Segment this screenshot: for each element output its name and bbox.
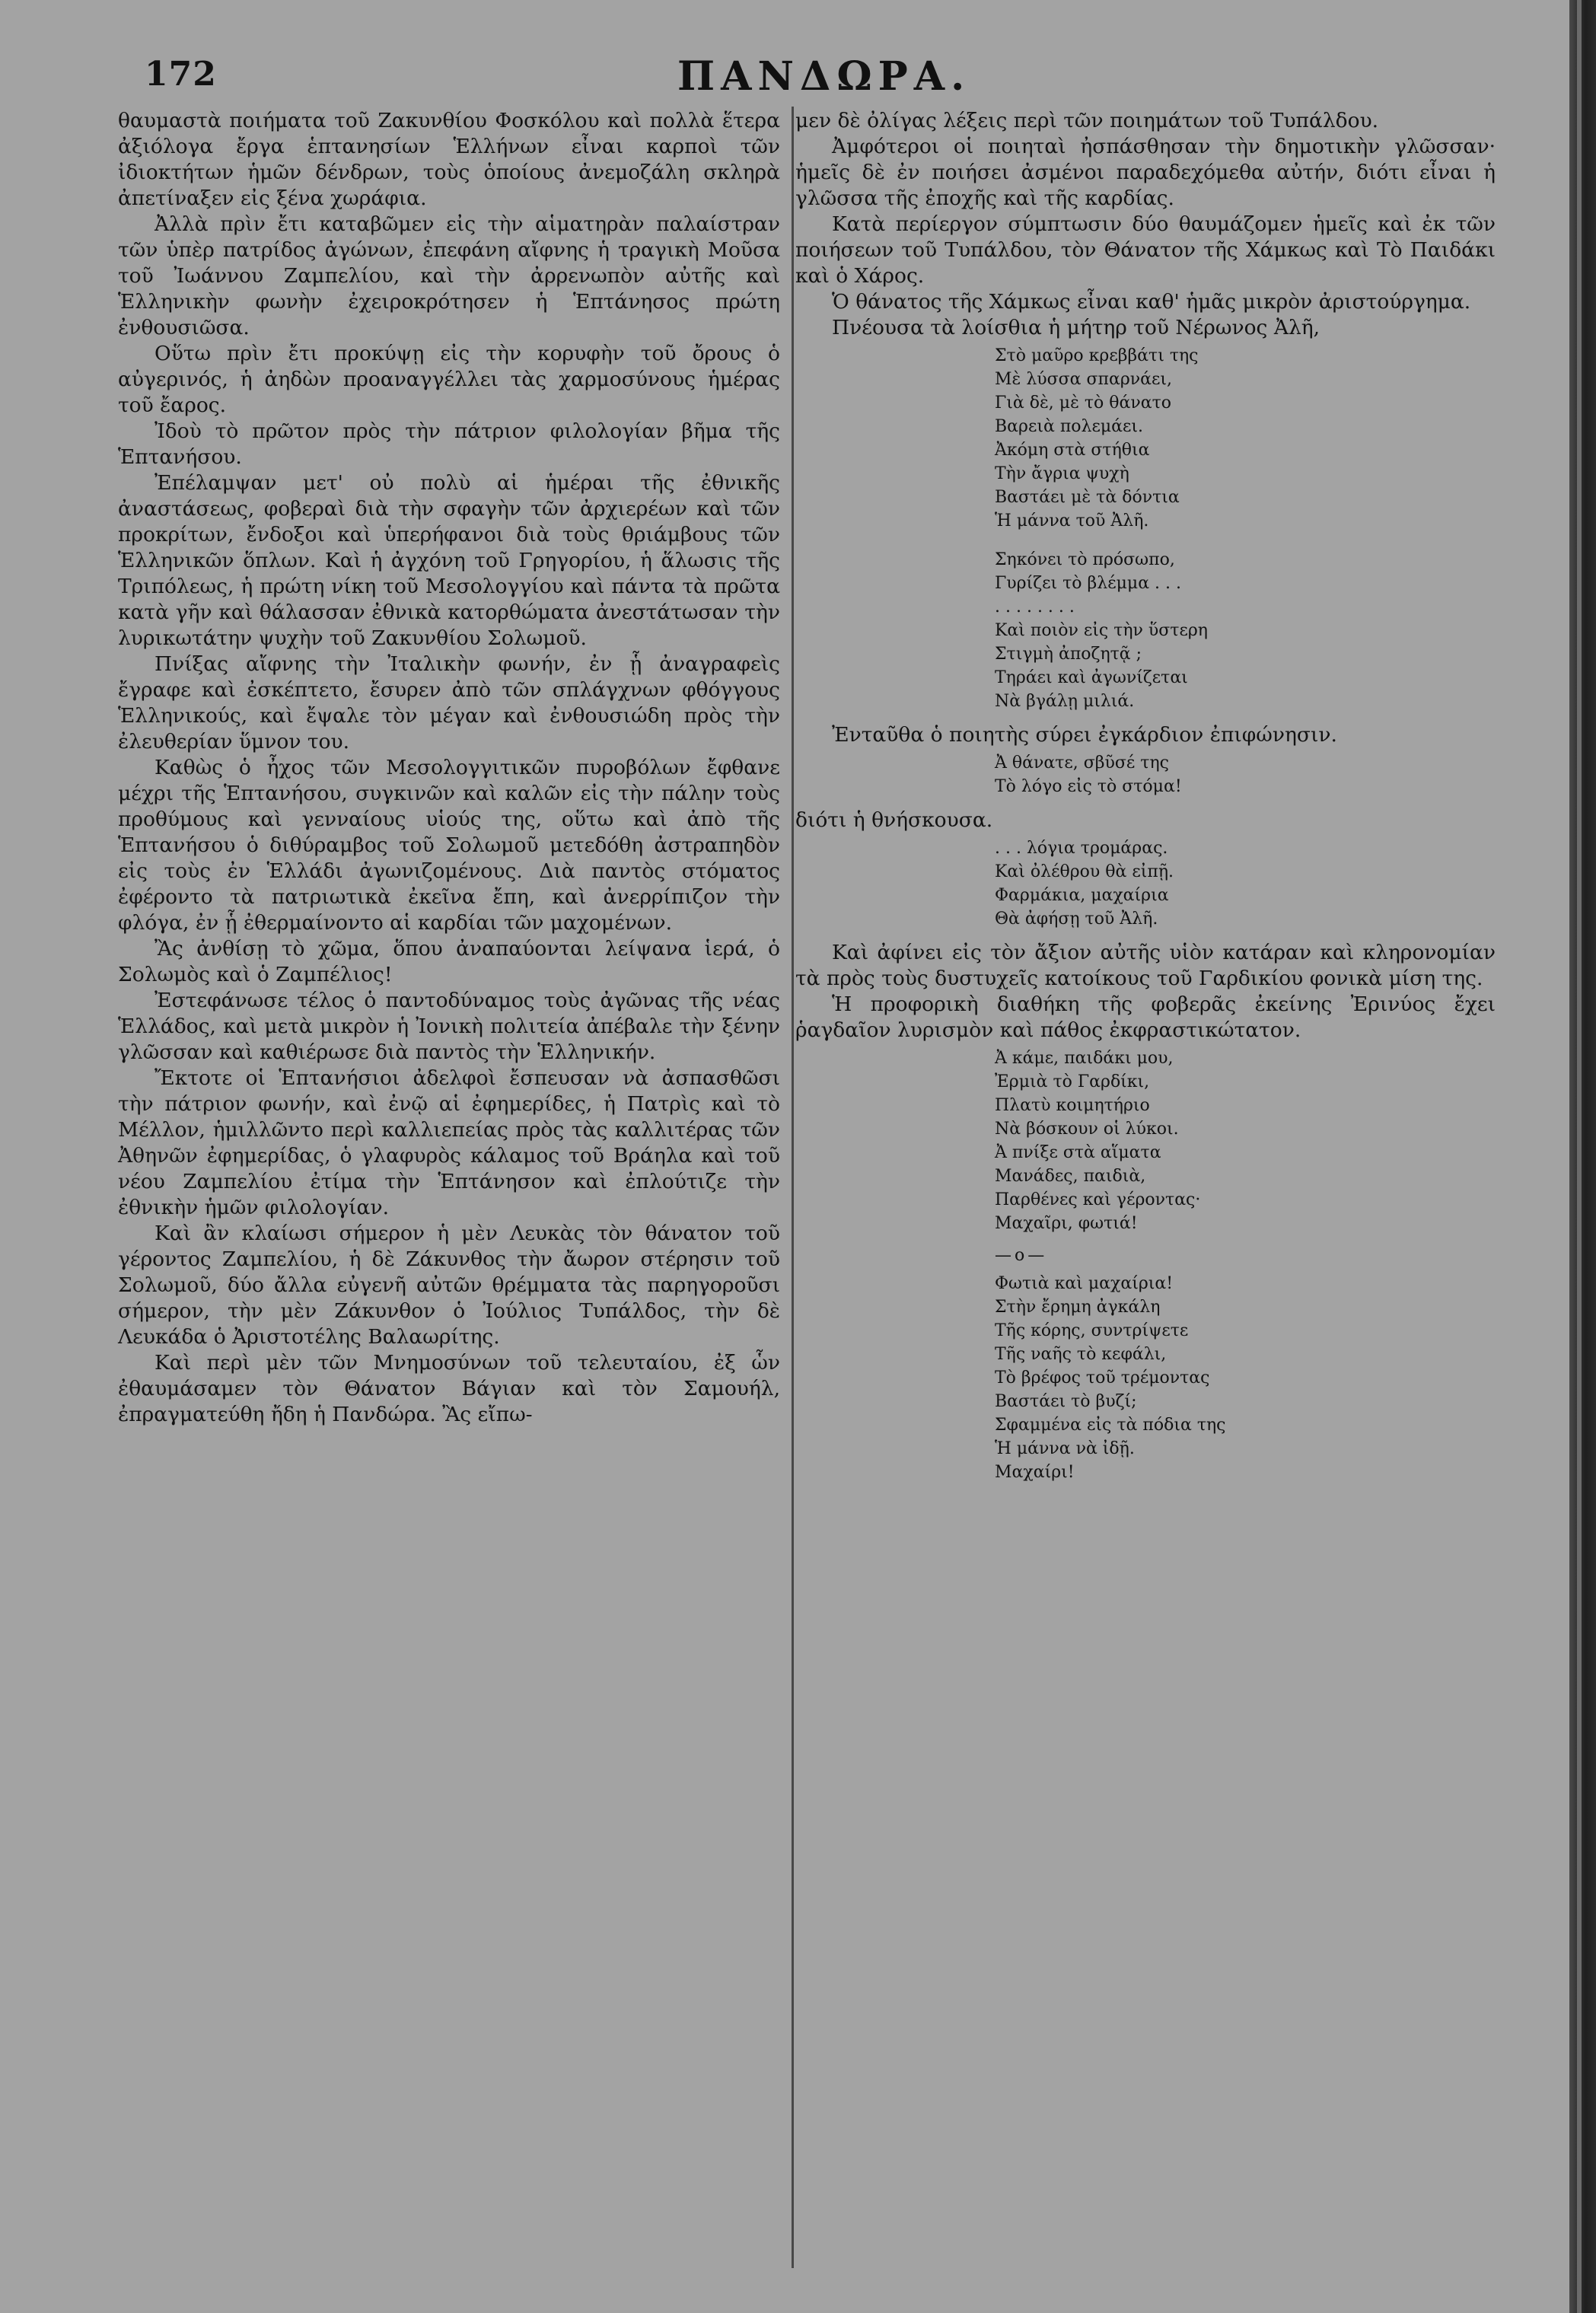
- verse-line: Γυρίζει τὸ βλέμμα . . .: [995, 574, 1182, 593]
- verse-line: Ἀ πνίξε στὰ αἵματα: [995, 1143, 1161, 1162]
- verse-line: Τηράει καὶ ἀγωνίζεται: [995, 668, 1188, 687]
- section-separator: —o—: [995, 1246, 1048, 1265]
- right-paragraph-5: Πνέουσα τὰ λοίσθια ἡ μήτηρ τοῦ Νέρωνος Ἀλῆ,: [832, 316, 1320, 339]
- verse-line: Τῆς κόρης, συντρίψετε: [995, 1321, 1189, 1340]
- left-column: [118, 108, 780, 1428]
- right-paragraph-6: Ἐνταῦθα ὁ ποιητὴς σύρει ἐγκάρδιον ἐπιφώνησιν.: [832, 723, 1337, 747]
- verse-block-2: [995, 751, 1496, 798]
- verse-line: Καὶ ποιὸν εἰς τὴν ὕστερη: [995, 621, 1208, 640]
- right-column: [795, 108, 1496, 1493]
- verse-line: Βαρειὰ πολεμάει.: [995, 417, 1144, 436]
- left-paragraph-5: Ἐπέλαμψαν μετ' οὐ πολὺ αἱ ἡμέραι τῆς ἐθνικῆς ἀναστάσεως, φοβεραὶ διὰ τὴν σφαγὴν τῶν ἀρχιερέων καὶ τῶν προκρίτων, ἔνδοξοι καὶ ὑπερήφανοι διὰ τοὺς θριάμβους τῶν Ἑλληνικῶν ὅπλων. Καὶ ἡ ἀγχόνη τοῦ Γρηγορίου, ἡ ἅλωσις τῆς Τριπόλεως, ἡ πρώτη νίκη τοῦ Μεσολογγίου καὶ πάντα τὰ πρῶτα κατὰ γῆν καὶ θάλασσαν ἐθνικὰ κατορθώματα ἀνεστάτωσαν τὴν λυρικωτάτην ψυχὴν τοῦ Ζακυνθίου Σολωμοῦ.: [118, 471, 780, 650]
- left-paragraph-2: Ἀλλὰ πρὶν ἔτι καταβῶμεν εἰς τὴν αἱματηρὰν παλαίστραν τῶν ὑπὲρ πατρίδος ἀγώνων, ἐπεφάνη αἴφνης ἡ τραγικὴ Μοῦσα τοῦ Ἰωάννου Ζαμπελίου, καὶ τὴν ἀρρενωπὸν αὐτῆς καὶ Ἑλληνικὴν φωνὴν ἐχειροκρότησεν ἡ Ἑπτάνησος πρώτη ἐνθουσιῶσα.: [118, 212, 780, 339]
- right-paragraph-2: Ἀμφότεροι οἱ ποιηταὶ ἠσπάσθησαν τὴν δημοτικὴν γλῶσσαν· ἡμεῖς δὲ ἐν ποιήσει ἀσμένοι παραδεχόμεθα αὐτήν, διότι εἶναι ἡ γλῶσσα τῆς ἐποχῆς καὶ τῆς καρδίας.: [795, 135, 1496, 210]
- verse-line: Σηκόνει τὸ πρόσωπο,: [995, 550, 1175, 569]
- verse-line: . . . λόγια τρομάρας.: [995, 839, 1168, 858]
- verse-line: Φαρμάκια, μαχαίρια: [995, 886, 1169, 905]
- ellipsis-line: . . . . . . . .: [995, 597, 1075, 616]
- verse-line: Τὴν ἄγρια ψυχὴ: [995, 464, 1129, 483]
- verse-line: Βαστάει μὲ τὰ δόντια: [995, 488, 1180, 507]
- right-paragraph-1: μεν δὲ ὀλίγας λέξεις περὶ τῶν ποιημάτων τοῦ Τυπάλδου.: [795, 109, 1379, 132]
- right-paragraph-3: Κατὰ περίεργον σύμπτωσιν δύο θαυμάζομεν ἡμεῖς καὶ ἐκ τῶν ποιήσεων τοῦ Τυπάλδου, τὸν Θάνατον τῆς Χάμκως καὶ Τὸ Παιδάκι καὶ ὁ Χάρος.: [795, 212, 1496, 288]
- verse-line: Νὰ βγάλῃ μιλιά.: [995, 692, 1135, 711]
- left-paragraph-9: Ἐστεφάνωσε τέλος ὁ παντοδύναμος τοὺς ἀγῶνας τῆς νέας Ἑλλάδος, καὶ μετὰ μικρὸν ἡ Ἰονικὴ πολιτεία ἀπέβαλε τὴν ξένην γλῶσσαν καὶ καθιέρωσε διὰ παντὸς τὴν Ἑλληνικήν.: [118, 989, 780, 1064]
- left-paragraph-6: Πνίξας αἴφνης τὴν Ἰταλικὴν φωνήν, ἐν ᾗ ἀναγραφεὶς ἔγραφε καὶ ἐσκέπτετο, ἔσυρεν ἀπὸ τῶν σπλάγχνων φθόγγους Ἑλληνικούς, καὶ ἔψαλε τὸν μέγαν καὶ ἐνθουσιώδη πρὸς τὴν ἐλευθερίαν ὕμνον του.: [118, 652, 780, 753]
- verse-line: Γιὰ δὲ, μὲ τὸ θάνατο: [995, 393, 1172, 413]
- verse-line: Παρθένες καὶ γέροντας·: [995, 1190, 1201, 1209]
- verse-line: Τὸ βρέφος τοῦ τρέμοντας: [995, 1368, 1210, 1387]
- verse-line: Θὰ ἀφήσῃ τοῦ Ἀλῆ.: [995, 910, 1158, 929]
- verse-line: Ἐρμιὰ τὸ Γαρδίκι,: [995, 1072, 1150, 1091]
- verse-line: Ἡ μάννα νὰ ἰδῇ.: [995, 1439, 1135, 1458]
- binding-edge: [1569, 0, 1596, 2313]
- verse-line: Σφαμμένα εἰς τὰ πόδια της: [995, 1416, 1226, 1435]
- column-divider: [792, 107, 794, 2268]
- verse-block-5: [995, 1272, 1496, 1484]
- verse-line: Τὸ λόγο εἰς τὸ στόμα!: [995, 777, 1182, 796]
- verse-line: Μαχαῖρι, φωτιά!: [995, 1214, 1138, 1233]
- verse-line: Μὲ λύσσα σπαρνάει,: [995, 370, 1173, 389]
- verse-line: Στὴν ἔρημη ἀγκάλη: [995, 1298, 1161, 1317]
- verse-line: Πλατὺ κοιμητήριο: [995, 1096, 1150, 1115]
- verse-line: Στιγμὴ ἀποζητᾷ ;: [995, 645, 1142, 664]
- right-paragraph-7: διότι ἡ θνήσκουσα.: [795, 808, 993, 832]
- verse-line: Μαχαίρι!: [995, 1463, 1075, 1482]
- left-paragraph-1: θαυμαστὰ ποιήματα τοῦ Ζακυνθίου Φοσκόλου καὶ πολλὰ ἕτερα ἀξιόλογα ἔργα ἑπτανησίων Ἑλλήνων εἶναι καρποὶ τῶν ἰδιοκτήτων ἡμῶν δένδρων, τοὺς ὁποίους ἀνεμοζάλη σκληρὰ ἀπετίναξεν εἰς ξένα χωράφια.: [118, 109, 780, 210]
- left-paragraph-7: Καθὼς ὁ ἦχος τῶν Μεσολογγιτικῶν πυροβόλων ἔφθανε μέχρι τῆς Ἑπτανήσου, συγκινῶν καὶ καλῶν εἰς τὴν πάλην τοὺς προθύμους καὶ γενναίους υἱούς της, οὕτω καὶ ἀπὸ τῆς Ἑπτανήσου ὁ διθύραμβος τοῦ Σολωμοῦ μετεδόθη ἀστραπηδὸν εἰς τοὺς ἐν Ἑλλάδι ἀγωνιζομένους. Διὰ παντὸς στόματος ἐφέροντο τὰ πατριωτικὰ ἐκεῖνα ἔπη, καὶ ἀνερρίπιζον τὴν φλόγα, ἐν ᾗ ἐθερμαίνοντο αἱ καρδίαι τῶν μαχομένων.: [118, 756, 780, 935]
- verse-line: Καὶ ὀλέθρου θὰ εἰπῇ.: [995, 862, 1174, 881]
- verse-block-4: [995, 1047, 1496, 1235]
- page-number: 172: [145, 55, 217, 94]
- verse-block-1: [995, 344, 1496, 713]
- verse-line: Ἀκόμη στὰ στήθια: [995, 441, 1150, 460]
- verse-line: Φωτιὰ καὶ μαχαίρια!: [995, 1274, 1174, 1293]
- verse-line: Στὸ μαῦρο κρεββάτι της: [995, 346, 1199, 365]
- right-paragraph-9: Ἡ προφορικὴ διαθήκη τῆς φοβερᾶς ἐκείνης Ἐρινύος ἔχει ῥαγδαῖον λυρισμὸν καὶ πάθος ἐκφραστικώτατον.: [795, 992, 1496, 1042]
- verse-line: Ἡ μάννα τοῦ Ἀλῆ.: [995, 511, 1149, 530]
- left-paragraph-3: Οὕτω πρὶν ἔτι προκύψῃ εἰς τὴν κορυφὴν τοῦ ὄρους ὁ αὐγερινός, ἡ ἀηδὼν προαναγγέλλει τὰς χαρμοσύνους ἡμέρας τοῦ ἔαρος.: [118, 342, 780, 417]
- left-paragraph-11: Καὶ ἂν κλαίωσι σήμερον ἡ μὲν Λευκὰς τὸν θάνατον τοῦ γέροντος Ζαμπελίου, ἡ δὲ Ζάκυνθος τὴν ἄωρον στέρησιν τοῦ Σολωμοῦ, δύο ἄλλα εὐγενῆ αὐτῶν θρέμματα τὰς παρηγοροῦσι σήμερον, τὴν μὲν Ζάκυνθον ὁ Ἰούλιος Τυπάλδος, τὴν δὲ Λευκάδα ὁ Ἀριστοτέλης Βαλαωρίτης.: [118, 1222, 780, 1349]
- left-paragraph-10: Ἔκτοτε οἱ Ἑπτανήσιοι ἀδελφοὶ ἔσπευσαν νὰ ἀσπασθῶσι τὴν πάτριον φωνήν, καὶ ἐνῷ αἱ ἐφημερίδες, ἡ Πατρὶς καὶ τὸ Μέλλον, ἡμιλλῶντο περὶ καλλιεπείας πρὸς τὰς καλλιτέρας τῶν Ἀθηνῶν ἐφημερίδας, ὁ γλαφυρὸς κάλαμος τοῦ Βράηλα καὶ τοῦ νέου Ζαμπελίου ἐτίμα τὴν Ἑπτάνησον καὶ ἐπλούτιζε τὴν ἐθνικὴν ἡμῶν φιλολογίαν.: [118, 1066, 780, 1219]
- left-paragraph-12: Καὶ περὶ μὲν τῶν Μνημοσύνων τοῦ τελευταίου, ἐξ ὧν ἐθαυμάσαμεν τὸν Θάνατον Βάγιαν καὶ τὸν Σαμουήλ, ἐπραγματεύθη ἤδη ἡ Πανδώρα. Ἂς εἴπω-: [118, 1351, 780, 1426]
- verse-line: Μανάδες, παιδιὰ,: [995, 1167, 1146, 1186]
- verse-block-3: [995, 836, 1496, 931]
- running-title: ΠΑΝΔΩΡΑ.: [677, 53, 971, 100]
- verse-line: Ἀ κάμε, παιδάκι μου,: [995, 1049, 1174, 1068]
- verse-line: Ἀ θάνατε, σβῦσέ της: [995, 753, 1169, 773]
- verse-line: Βαστάει τὸ βυζί;: [995, 1392, 1137, 1411]
- verse-line: Νὰ βόσκουν οἱ λύκοι.: [995, 1120, 1179, 1139]
- left-paragraph-4: Ἰδοὺ τὸ πρῶτον πρὸς τὴν πάτριον φιλολογίαν βῆμα τῆς Ἑπτανήσου.: [118, 419, 780, 469]
- right-paragraph-4: Ὁ θάνατος τῆς Χάμκως εἶναι καθ' ἡμᾶς μικρὸν ἀριστούργημα.: [832, 290, 1471, 314]
- right-paragraph-8: Καὶ ἀφίνει εἰς τὸν ἄξιον αὐτῆς υἱὸν κατάραν καὶ κληρονομίαν τὰ πρὸς τοὺς δυστυχεῖς κατοίκους τοῦ Γαρδικίου φονικὰ μίση της.: [795, 941, 1496, 990]
- verse-line: Τῆς ναῆς τὸ κεφάλι,: [995, 1345, 1167, 1364]
- left-paragraph-8: Ἂς ἀνθίσῃ τὸ χῶμα, ὅπου ἀναπαύονται λείψανα ἱερά, ὁ Σολωμὸς καὶ ὁ Ζαμπέλιος!: [118, 937, 780, 986]
